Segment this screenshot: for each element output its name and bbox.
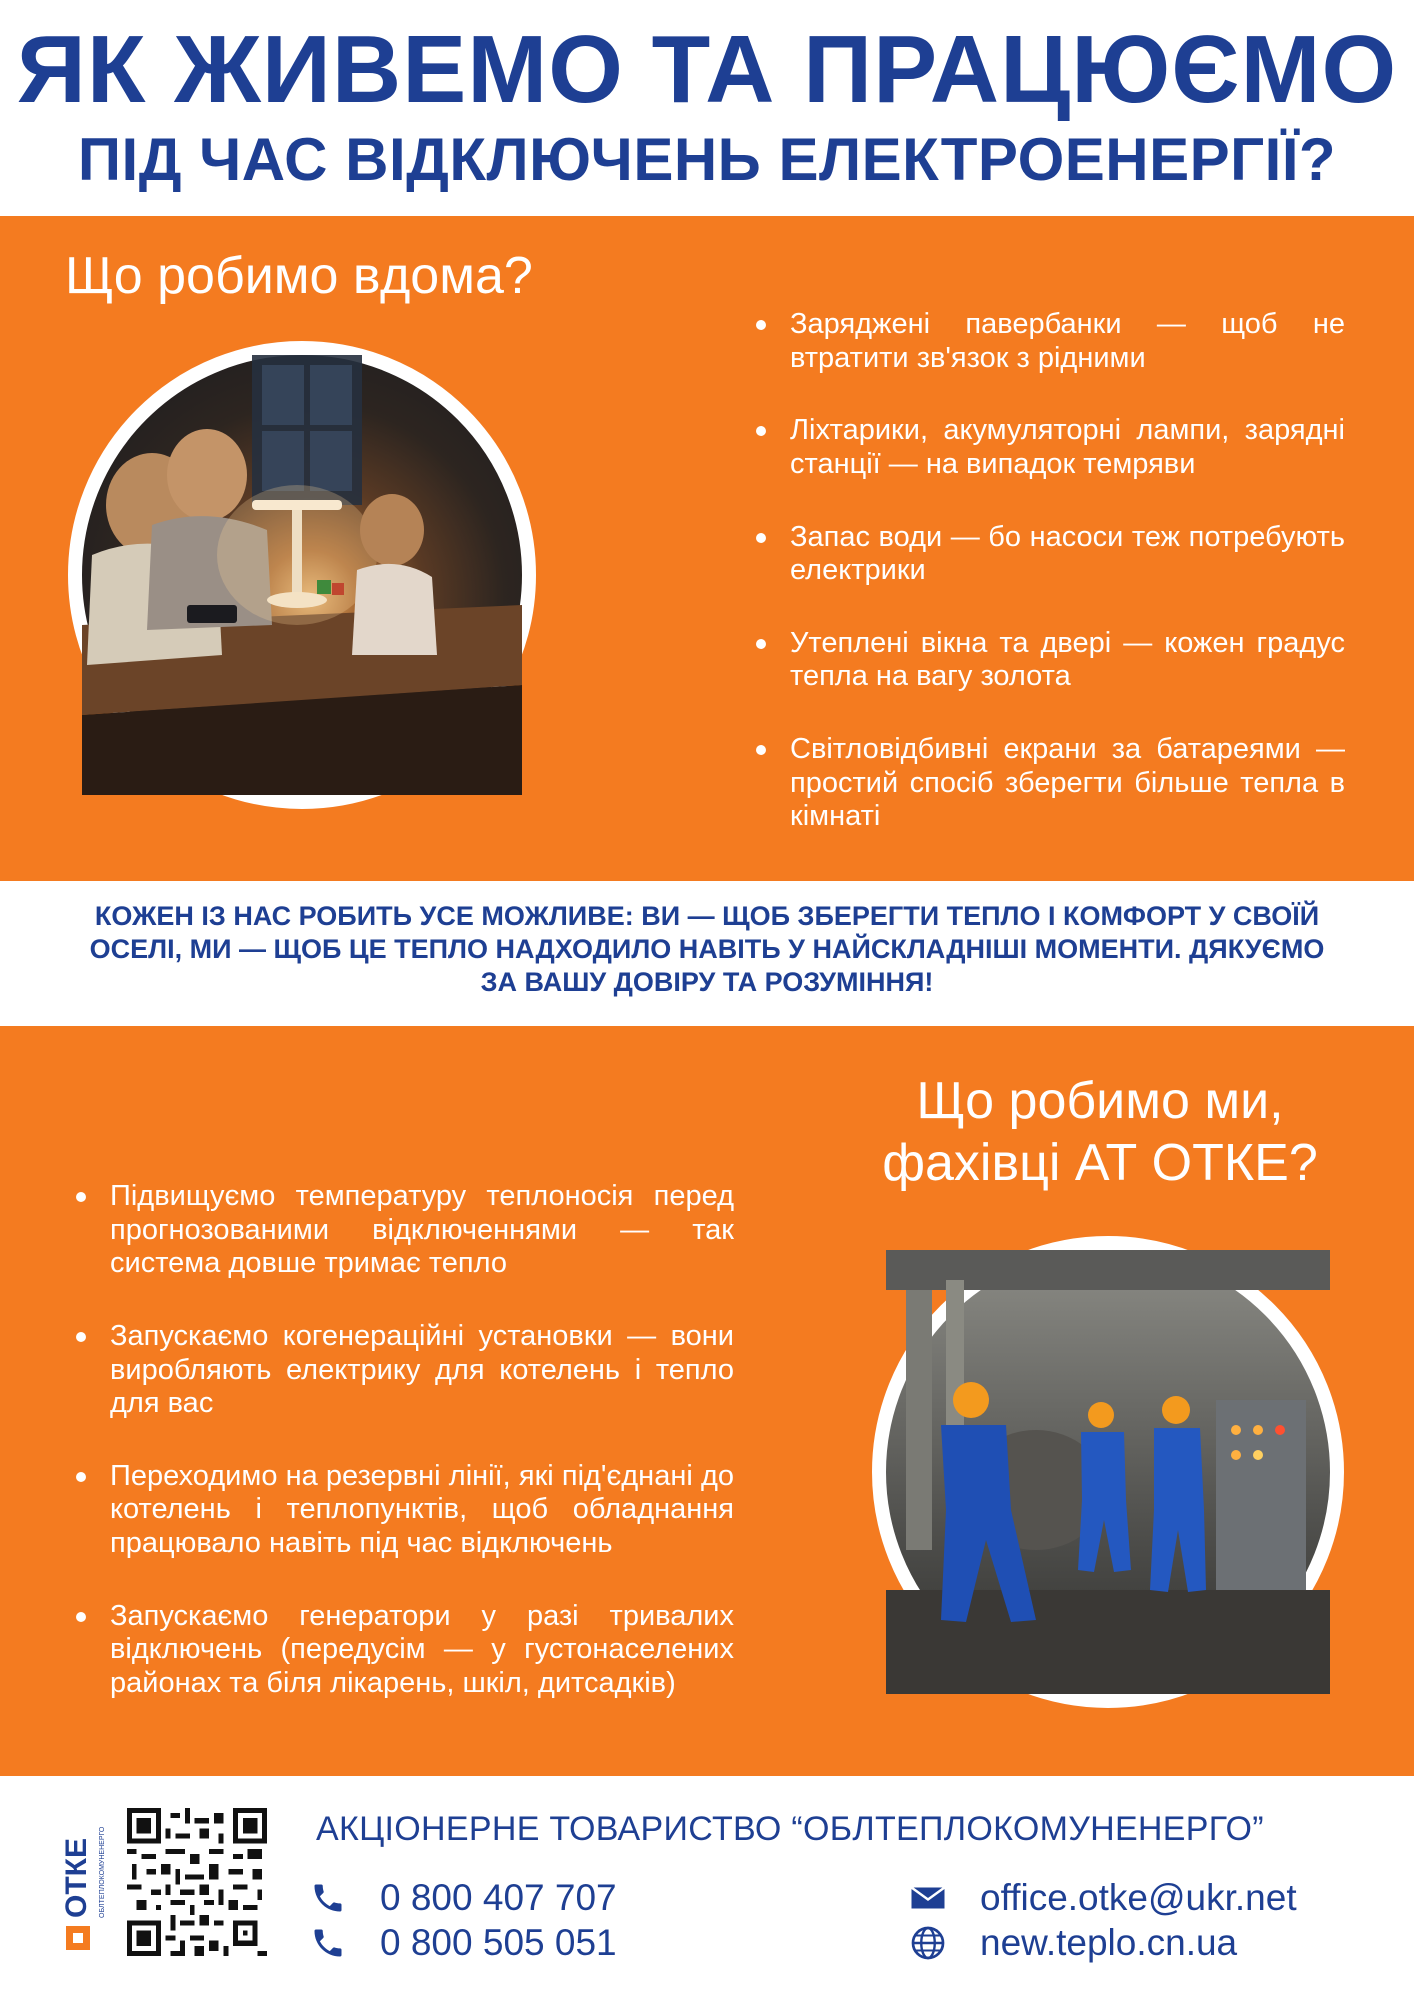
home-section-heading: Що робимо вдома? [65,247,533,305]
list-item: Утеплені вікна та двері — кожен градус тепла на вагу золота [750,627,1345,694]
qr-code[interactable] [127,1808,267,1956]
svg-text:ОБЛТЕПЛОКОМУНЕНЕРГО: ОБЛТЕПЛОКОМУНЕНЕРГО [99,1826,106,1918]
phone-contact-1[interactable] [310,1877,617,1919]
list-item: Заряджені павербанки — щоб не втратити зв'язок з рідними [750,308,1345,375]
list-item: Світловідбивні екрани за батареями — простий спосіб зберегти більше тепла в кімнаті [750,733,1345,834]
list-item: Запас води — бо насоси теж потребують електрики [750,521,1345,588]
otke-logo [60,1808,112,1956]
email-address[interactable]: office.otke@ukr.net [980,1877,1297,1918]
email-contact[interactable] [910,1877,1297,1919]
page-title: ЯК ЖИВЕМО ТА ПРАЦЮЄМО [16,16,1398,123]
list-item: Підвищуємо температуру теплоносія перед прогнозованими відключеннями — так система довше тримає тепло [70,1180,734,1281]
workers-photo [872,1236,1344,1708]
website-url[interactable]: new.teplo.cn.ua [980,1922,1238,1963]
list-item: Ліхтарики, акумуляторні лампи, зарядні станції — на випадок темряви [750,414,1345,481]
list-item: Переходимо на резервні лінії, які під'єднані до котелень і теплопунктів, щоб обладнання працювало навіть під час відключень [70,1460,734,1561]
qr-code-pattern [127,1808,267,1956]
list-item: Запускаємо когенераційні установки — вони виробляють електрику для котелень і тепло для вас [70,1320,734,1421]
family-photo [68,341,536,809]
company-name: АКЦІОНЕРНЕ ТОВАРИСТВО “ОБЛТЕПЛОКОМУНЕНЕРГО” [316,1810,1264,1848]
workers-plant-illustration [886,1250,1330,1694]
phone-icon [310,1925,346,1961]
list-item: Запускаємо генератори у разі тривалих відключень (передусім — у густонаселених районах та біля лікарень, шкіл, дитсадків) [70,1600,734,1701]
phone-number-1[interactable]: 0 800 407 707 [380,1877,617,1918]
phone-contact-2[interactable] [310,1922,617,1964]
phone-number-2[interactable]: 0 800 505 051 [380,1922,617,1963]
website-contact[interactable] [910,1922,1237,1964]
page-subtitle: ПІД ЧАС ВІДКЛЮЧЕНЬ ЕЛЕКТРОЕНЕРГІЇ? [77,126,1337,193]
company-actions-list [70,1180,734,1740]
home-tips-list [750,308,1345,873]
svg-text:ОТКЕ: ОТКЕ [60,1838,93,1918]
globe-icon [910,1925,946,1961]
otke-logo-mark [60,1808,112,1956]
company-section-heading: Що робимо ми, фахівці АТ ОТКЕ? [882,1072,1318,1193]
phone-icon [310,1880,346,1916]
family-lamp-illustration [82,355,522,795]
envelope-icon [910,1880,946,1916]
gratitude-message: КОЖЕН ІЗ НАС РОБИТЬ УСЕ МОЖЛИВЕ: ВИ — ЩОБ ЗБЕРЕГТИ ТЕПЛО І КОМФОРТ У СВОЇЙ ОСЕЛІ, МИ — ЩОБ ЦЕ ТЕПЛО НАДХОДИЛО НАВІТЬ У НАЙСКЛАДНІШІ МОМЕНТИ. ДЯКУЄМО ЗА ВАШУ ДОВІРУ ТА РОЗУМІННЯ! [89,901,1325,997]
